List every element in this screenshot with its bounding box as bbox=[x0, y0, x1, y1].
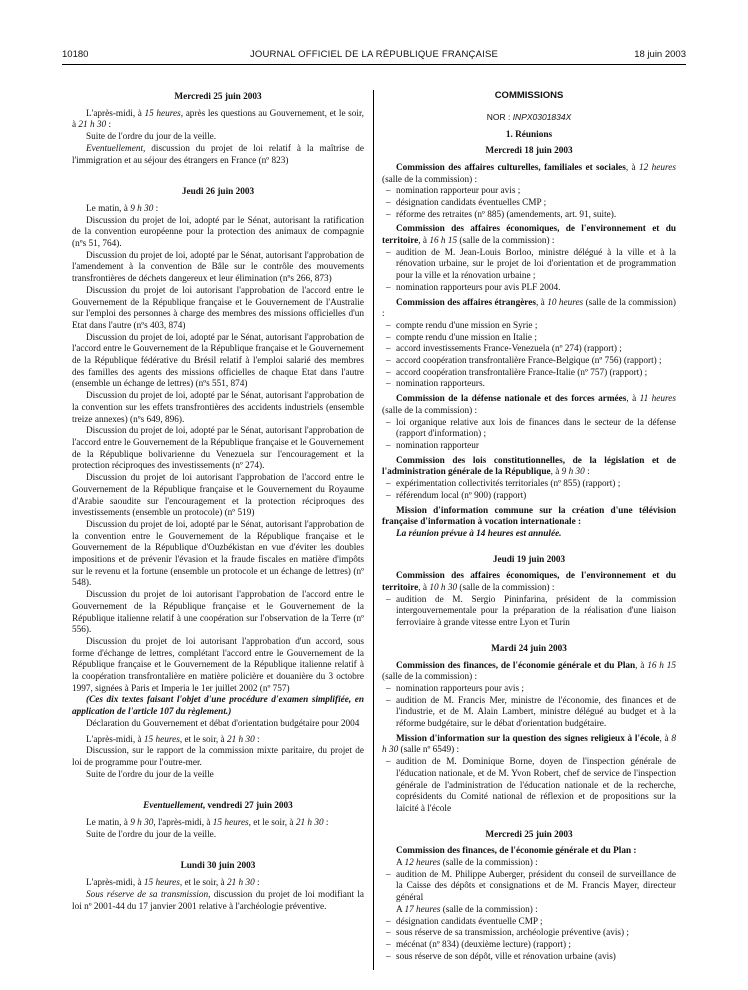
agenda-item: Discussion du projet de loi autorisant l'approbation de l'accord entre le Gouvernement de la République française et le Gouvernement de l'Australie sur l'emploi des personnes à charge des membres des missions officielles d'un Etat dans l'autre (nºs 403, 874) bbox=[72, 285, 364, 331]
agenda-item: Discussion du projet de loi, adopté par le Sénat, autorisant l'approbation de l'amendement à la convention de Bâle sur le contrôle des mouvements transfrontières de déchets dangereux et leur élimination (nºs 266, 873) bbox=[72, 250, 364, 285]
agenda-list bbox=[382, 479, 676, 502]
day-title: Mardi 24 juin 2003 bbox=[491, 643, 567, 654]
session-times: L'après-midi, à 15 heures, après les questions au Gouvernement, et le soir, à 21 h 30 : bbox=[72, 108, 364, 131]
commission-heading: Commission des affaires économiques, de l'environnement et du territoire, à 10 h 30 (salle de la commission) : bbox=[382, 571, 676, 594]
agenda-list bbox=[382, 186, 676, 221]
agenda-item: Déclaration du Gouvernement et débat d'orientation budgétaire pour 2004 bbox=[86, 718, 360, 729]
agenda-list bbox=[382, 595, 676, 630]
day-title: Mercredi 25 juin 2003 bbox=[174, 92, 262, 102]
mission-heading: Mission d'information sur la question des signes religieux à l'école, à 8 h 30 (salle nº 6549) : bbox=[382, 733, 676, 756]
procedure-note: (Ces dix textes faisant l'objet d'une procédure d'examen simplifiée, en application de l'article 107 du règlement.) bbox=[72, 695, 364, 718]
list-item: – référendum local (nº 900) (rapport) bbox=[382, 491, 676, 503]
header-rule bbox=[62, 64, 686, 65]
commission-heading: Commission des affaires économiques, de l'environnement et du territoire, à 16 h 15 (salle de la commission) : bbox=[382, 224, 676, 247]
commission-heading: Commission des finances, de l'économie générale et du Plan : bbox=[396, 846, 637, 857]
list-item: – sous réserve de son dépôt, ville et rénovation urbaine (avis) bbox=[382, 952, 676, 964]
agenda-item: Discussion du projet de loi, adopté par le Sénat, autorisant l'approbation de l'accord entre le Gouvernement de la République française et le Gouvernement de la République bolivarienne du Venezuela sur l'encouragement et la protection réciproques des investissements (nº 274). bbox=[72, 426, 364, 472]
session-times: A 17 heures (salle de la commission) : bbox=[396, 904, 538, 915]
agenda-list bbox=[382, 418, 676, 453]
column-divider bbox=[373, 90, 374, 970]
agenda-item: Discussion du projet de loi, adopté par le Sénat, autorisant l'approbation de la convention entre le Gouvernement de la République française et le Gouvernement de la République d'Ouzbékistan en vue d'éviter les doubles impositions et de prévenir l'évasion et la fraude fiscales en matière d'impôts sur le revenu et la fortune (ensemble un protocole et un échange de lettres) (nº 548). bbox=[72, 519, 364, 589]
day-title: Mercredi 18 juin 2003 bbox=[485, 146, 573, 157]
list-item: – nomination rapporteurs. bbox=[382, 379, 676, 391]
session-times: Le matin, à 9 h 30, l'après-midi, à 15 heures, et le soir, à 21 h 30 : bbox=[86, 818, 329, 829]
commission-heading: Commission de la défense nationale et des forces armées, à 11 heures (salle de la commission) : bbox=[382, 394, 676, 416]
day-title: Lundi 30 juin 2003 bbox=[180, 861, 256, 872]
list-item: – nomination rapporteurs pour avis ; bbox=[382, 684, 676, 696]
agenda-list bbox=[382, 917, 676, 964]
list-item: – compte rendu d'une mission en Italie ; bbox=[382, 333, 676, 345]
commission-heading: Commission des lois constitutionnelles, de la législation et de l'administration générale de la République, à 9 h 30 : bbox=[382, 455, 676, 478]
list-item: – accord investissements France-Venezuela (nº 274) (rapport) ; bbox=[382, 344, 676, 356]
journal-title: JOURNAL OFFICIEL DE LA RÉPUBLIQUE FRANÇAISE bbox=[249, 49, 499, 60]
session-times: Le matin, à 9 h 30 : bbox=[86, 203, 159, 214]
page-header bbox=[62, 48, 686, 62]
cancellation-note: La réunion prévue à 14 heures est annulée. bbox=[396, 528, 562, 539]
agenda-item: Discussion, sur le rapport de la commission mixte paritaire, du projet de loi de programme pour l'outre-mer. bbox=[72, 746, 364, 768]
agenda-list bbox=[382, 684, 676, 731]
agenda-item: Sous réserve de sa transmission, discussion du projet de loi modifiant la loi nº 2001-44 du 17 janvier 2001 relative à l'archéologie préventive. bbox=[72, 889, 364, 912]
list-item: – nomination rapporteurs pour avis PLF 2004. bbox=[382, 283, 676, 295]
page-number: 10180 bbox=[62, 49, 89, 60]
list-item: – loi organique relative aux lois de finances dans le secteur de la défense (rapport d'information) ; bbox=[382, 418, 676, 441]
list-item: – mécénat (nº 834) (deuxième lecture) (rapport) ; bbox=[382, 940, 676, 952]
subsection-title: 1. Réunions bbox=[505, 130, 553, 141]
agenda-item: Discussion du projet de loi, adopté par le Sénat, autorisant l'approbation de l'accord entre le Gouvernement de la République française et le Gouvernement de la République fédérative du Brésil relatif à l'emploi salarié des membres des familles des agents des missions officielles de chaque Etat dans l'autre (ensemble un échange de lettres) (nºs 551, 874) bbox=[72, 332, 364, 390]
agenda-item: Discussion du projet de loi autorisant l'approbation de l'accord entre le Gouvernement de la République française et le Gouvernement du Royaume d'Arabie saoudite sur l'encouragement et la protection réciproques des investissements (ensemble un protocole) (nº 519) bbox=[72, 473, 364, 519]
session-times: A 12 heures (salle de la commission) : bbox=[396, 858, 538, 869]
list-item: – nomination rapporteur pour avis ; bbox=[382, 186, 676, 198]
agenda-item: Suite de l'ordre du jour de la veille bbox=[86, 769, 214, 780]
list-item: – audition de M. Francis Mer, ministre de l'économie, des finances et de l'industrie, et de M. Alain Lambert, ministre délégué au budget et à la réforme budgétaire, sur le débat d'orientation budgétaire. bbox=[382, 696, 676, 731]
agenda-item: Eventuellement, discussion du projet de loi relatif à la maîtrise de l'immigration et au séjour des étrangers en France (nº 823) bbox=[72, 143, 364, 166]
day-title: Jeudi 19 juin 2003 bbox=[492, 554, 566, 565]
list-item: – sous réserve de sa transmission, archéologie préventive (avis) ; bbox=[382, 928, 676, 940]
agenda-column bbox=[72, 90, 364, 913]
agenda-list bbox=[382, 321, 676, 391]
commissions-column bbox=[382, 90, 676, 963]
list-item: – expérimentation collectivités territoriales (nº 855) (rapport) ; bbox=[382, 479, 676, 491]
agenda-item: Discussion du projet de loi, adopté par le Sénat, autorisant la ratification de la convention européenne pour la protection des animaux de compagnie (nºs 51, 764). bbox=[72, 215, 364, 250]
mission-heading: Mission d'information commune sur la création d'une télévision française d'information à vocation internationale : bbox=[382, 505, 676, 528]
agenda-list bbox=[382, 757, 676, 816]
list-item: – audition de M. Jean-Louis Borloo, ministre délégué à la ville et à la rénovation urbaine, sur le projet de loi d'orientation et de programmation pour la ville et la rénovation urbaine ; bbox=[382, 248, 676, 283]
session-times: L'après-midi, à 15 heures, et le soir, à 21 h 30 : bbox=[86, 878, 260, 889]
agenda-list bbox=[382, 870, 676, 905]
list-item: – accord coopération transfrontalière France-Italie (nº 757) (rapport) ; bbox=[382, 368, 676, 380]
session-times: L'après-midi, à 15 heures, et le soir, à 21 h 30 : bbox=[86, 734, 260, 745]
agenda-item: Suite de l'ordre du jour de la veille. bbox=[86, 132, 217, 143]
agenda-item: Discussion du projet de loi autorisant l'approbation d'un accord, sous forme d'échange de lettres, complétant l'accord entre le Gouvernement de la République française et le Gouvernement de la République italienne relatif à la coopération transfrontalière en matière policière et douanière du 3 octobre 1997, signées à Paris et Imperia le 1er juillet 2002 (nº 757) bbox=[72, 636, 364, 694]
agenda-item: Suite de l'ordre du jour de la veille. bbox=[86, 829, 217, 840]
list-item: – désignation candidats éventuelle CMP ; bbox=[382, 917, 676, 929]
commission-heading: Commission des affaires étrangères, à 10 heures (salle de la commission) : bbox=[382, 297, 676, 320]
list-item: – accord coopération transfrontalière France-Belgique (nº 756) (rapport) ; bbox=[382, 356, 676, 368]
agenda-item: Discussion du projet de loi autorisant l'approbation de l'accord entre le Gouvernement de la République française et le Gouvernement de la République italienne relatif à une coopération sur l'observation de la Terre (nº 556). bbox=[72, 590, 364, 636]
nor-reference: NOR : INPX0301834X bbox=[486, 111, 572, 122]
day-title: Eventuellement, vendredi 27 juin 2003 bbox=[143, 801, 293, 812]
commission-heading: Commission des finances, de l'économie générale et du Plan, à 16 h 15 (salle de la commission) : bbox=[382, 660, 676, 683]
issue-date: 18 juin 2003 bbox=[634, 49, 686, 60]
section-title: COMMISSIONS bbox=[494, 90, 564, 101]
agenda-item: Discussion du projet de loi, adopté par le Sénat, autorisant l'approbation de la convention sur les effets transfrontières des accidents industriels (ensemble treize annexes) (nºs 649, 896). bbox=[72, 391, 364, 425]
list-item: – compte rendu d'une mission en Syrie ; bbox=[382, 321, 676, 333]
list-item: – nomination rapporteur bbox=[382, 441, 676, 453]
commission-heading: Commission des affaires culturelles, familiales et sociales, à 12 heures (salle de la commission) : bbox=[382, 162, 676, 185]
list-item: – audition de M. Philippe Auberger, président du conseil de surveillance de la Caisse des dépôts et consignations et de M. Francis Mayer, directeur général bbox=[382, 870, 676, 905]
list-item: – désignation candidats éventuelles CMP ; bbox=[382, 198, 676, 210]
list-item: – audition de M. Dominique Borne, doyen de l'inspection générale de l'éducation nationale, et de M. Yvon Robert, chef de service de l'inspection générale de l'administration de l'éducation nationale et de la recherche, coprésidents du Comité national de réflexion et de propositions sur la laïcité à l'école bbox=[382, 757, 676, 816]
list-item: – audition de M. Sergio Pininfarina, président de la commission intergouvernementale pour la préparation de la réalisation d'une liaison ferroviaire à grande vitesse entre Lyon et Turin bbox=[382, 595, 676, 630]
day-title: Jeudi 26 juin 2003 bbox=[181, 187, 255, 198]
list-item: – réforme des retraites (nº 885) (amendements, art. 91, suite). bbox=[382, 210, 676, 222]
day-title: Mercredi 25 juin 2003 bbox=[485, 829, 573, 840]
agenda-list bbox=[382, 248, 676, 295]
